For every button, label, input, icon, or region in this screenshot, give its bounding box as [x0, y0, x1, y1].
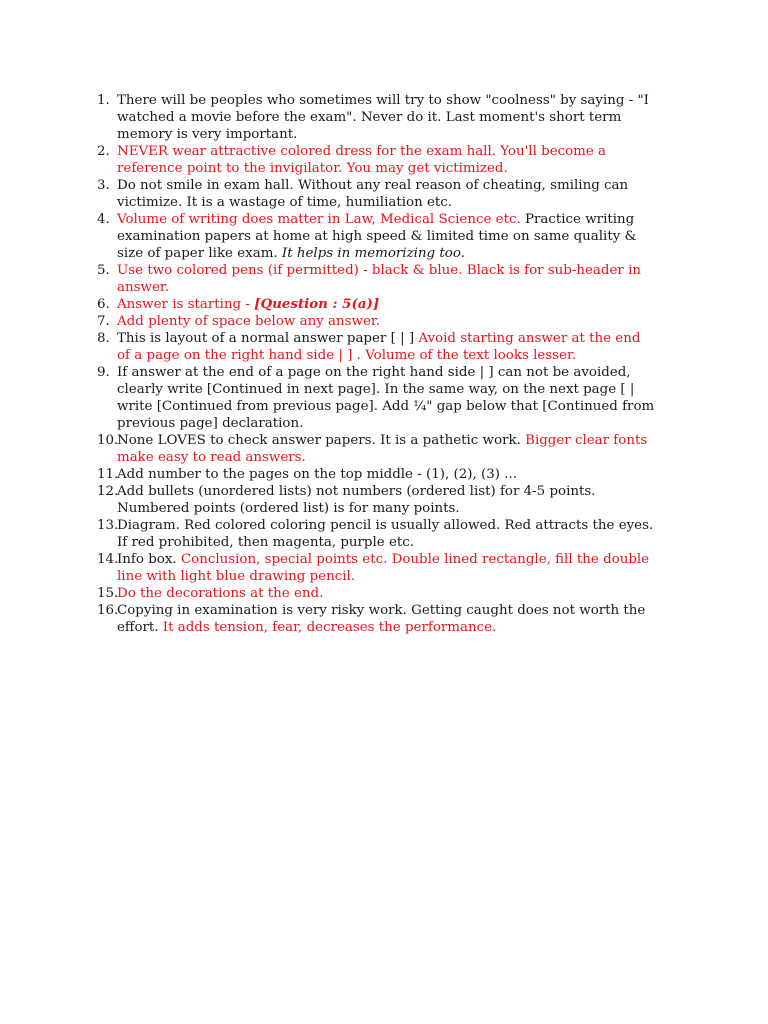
list-item-text: None LOVES to check answer papers. It is a pathetic work. — [117, 433, 526, 448]
list-item-text: Add number to the pages on the top middle - (1), (2), (3) ... — [117, 467, 517, 482]
list-item-text: Do not smile in exam hall. Without any real reason of cheating, smiling can victimize. It is a wastage of time, humiliation etc. — [117, 178, 629, 210]
list-item — [97, 585, 657, 602]
list-item — [97, 432, 657, 466]
list-item — [97, 330, 657, 364]
list-item-text: Conclusion, special points etc. Double lined rectangle, fill the double line with light blue drawing pencil. — [117, 552, 650, 584]
list-item — [97, 551, 657, 585]
list-item-text: If answer at the end of a page on the right hand side | ] can not be avoided, clearly write [Continued in next page]. In the same way, on the next page [ | write [Continued from previous page]. Add ¼" gap below that [Continued from previous page] declaration. — [117, 365, 655, 431]
list-item-text: It adds tension, fear, decreases the performance. — [162, 620, 497, 635]
list-item — [97, 92, 657, 143]
list-item-text: NEVER wear attractive colored dress for the exam hall. You'll become a reference point to the invigilator. You may get victimized. — [117, 144, 607, 176]
list-item-number: 2. — [97, 144, 110, 159]
list-item — [97, 364, 657, 432]
list-item-number: 7. — [97, 314, 110, 329]
list-item-number: 16. — [97, 603, 119, 618]
list-item-text: Answer is starting - — [117, 297, 255, 312]
list-item-text: There will be peoples who sometimes will try to show "coolness" by saying - "I watched a movie before the exam". Never do it. Last moment's short term memory is very important. — [117, 93, 649, 142]
list-item-text: Add plenty of space below any answer. — [117, 314, 381, 329]
list-item-text: Add bullets (unordered lists) not numbers (ordered list) for 4-5 points. Numbered points (ordered list) is for many points. — [117, 484, 596, 516]
list-item-number: 4. — [97, 212, 110, 227]
list-item-number: 11. — [97, 467, 119, 482]
list-item — [97, 177, 657, 211]
list-item-text: Avoid starting answer at the end of a page on the right hand side | ] . Volume of the text looks lesser. — [117, 331, 641, 363]
list-item-text: Volume of writing does matter in Law, Medical Science etc. — [117, 212, 521, 227]
list-item-text: Copying in examination is very risky work. Getting caught does not worth the effort. — [117, 603, 646, 635]
list-item-number: 15. — [97, 586, 119, 601]
list-item-text: Diagram. Red colored coloring pencil is usually allowed. Red attracts the eyes. If red prohibited, then magenta, purple etc. — [117, 518, 654, 550]
list-item-text: Do the decorations at the end. — [117, 586, 324, 601]
list-item-text: Bigger clear fonts make easy to read answers. — [117, 433, 648, 465]
list-item-text: It helps in memorizing too. — [281, 246, 465, 261]
list-item — [97, 466, 657, 483]
list-item-number: 8. — [97, 331, 110, 346]
list-item-text: Info box. — [117, 552, 181, 567]
list-item-number: 3. — [97, 178, 110, 193]
list-item-number: 12. — [97, 484, 119, 499]
list-item-text: Use two colored pens (if permitted) - black & blue. Black is for sub-header in answer. — [117, 263, 641, 295]
list-item-text: Practice writing examination papers at home at high speed & limited time on same quality & size of paper like exam. — [117, 212, 637, 261]
list-item — [97, 296, 657, 313]
list-item — [97, 313, 657, 330]
list-item-number: 14. — [97, 552, 119, 567]
list-item-number: 5. — [97, 263, 110, 278]
list-item-number: 10. — [97, 433, 119, 448]
list-item-number: 1. — [97, 93, 110, 108]
list-item — [97, 143, 657, 177]
list-item-number: 13. — [97, 518, 119, 533]
list-item — [97, 483, 657, 517]
exam-tips-list — [97, 92, 657, 636]
list-item — [97, 602, 657, 636]
list-item-number: 9. — [97, 365, 110, 380]
list-item-text: [Question : 5(a)] — [254, 296, 380, 312]
list-item — [97, 211, 657, 262]
list-item — [97, 262, 657, 296]
list-item-text: This is layout of a normal answer paper [ | ] — [117, 331, 419, 346]
list-item — [97, 517, 657, 551]
list-item-number: 6. — [97, 297, 110, 312]
